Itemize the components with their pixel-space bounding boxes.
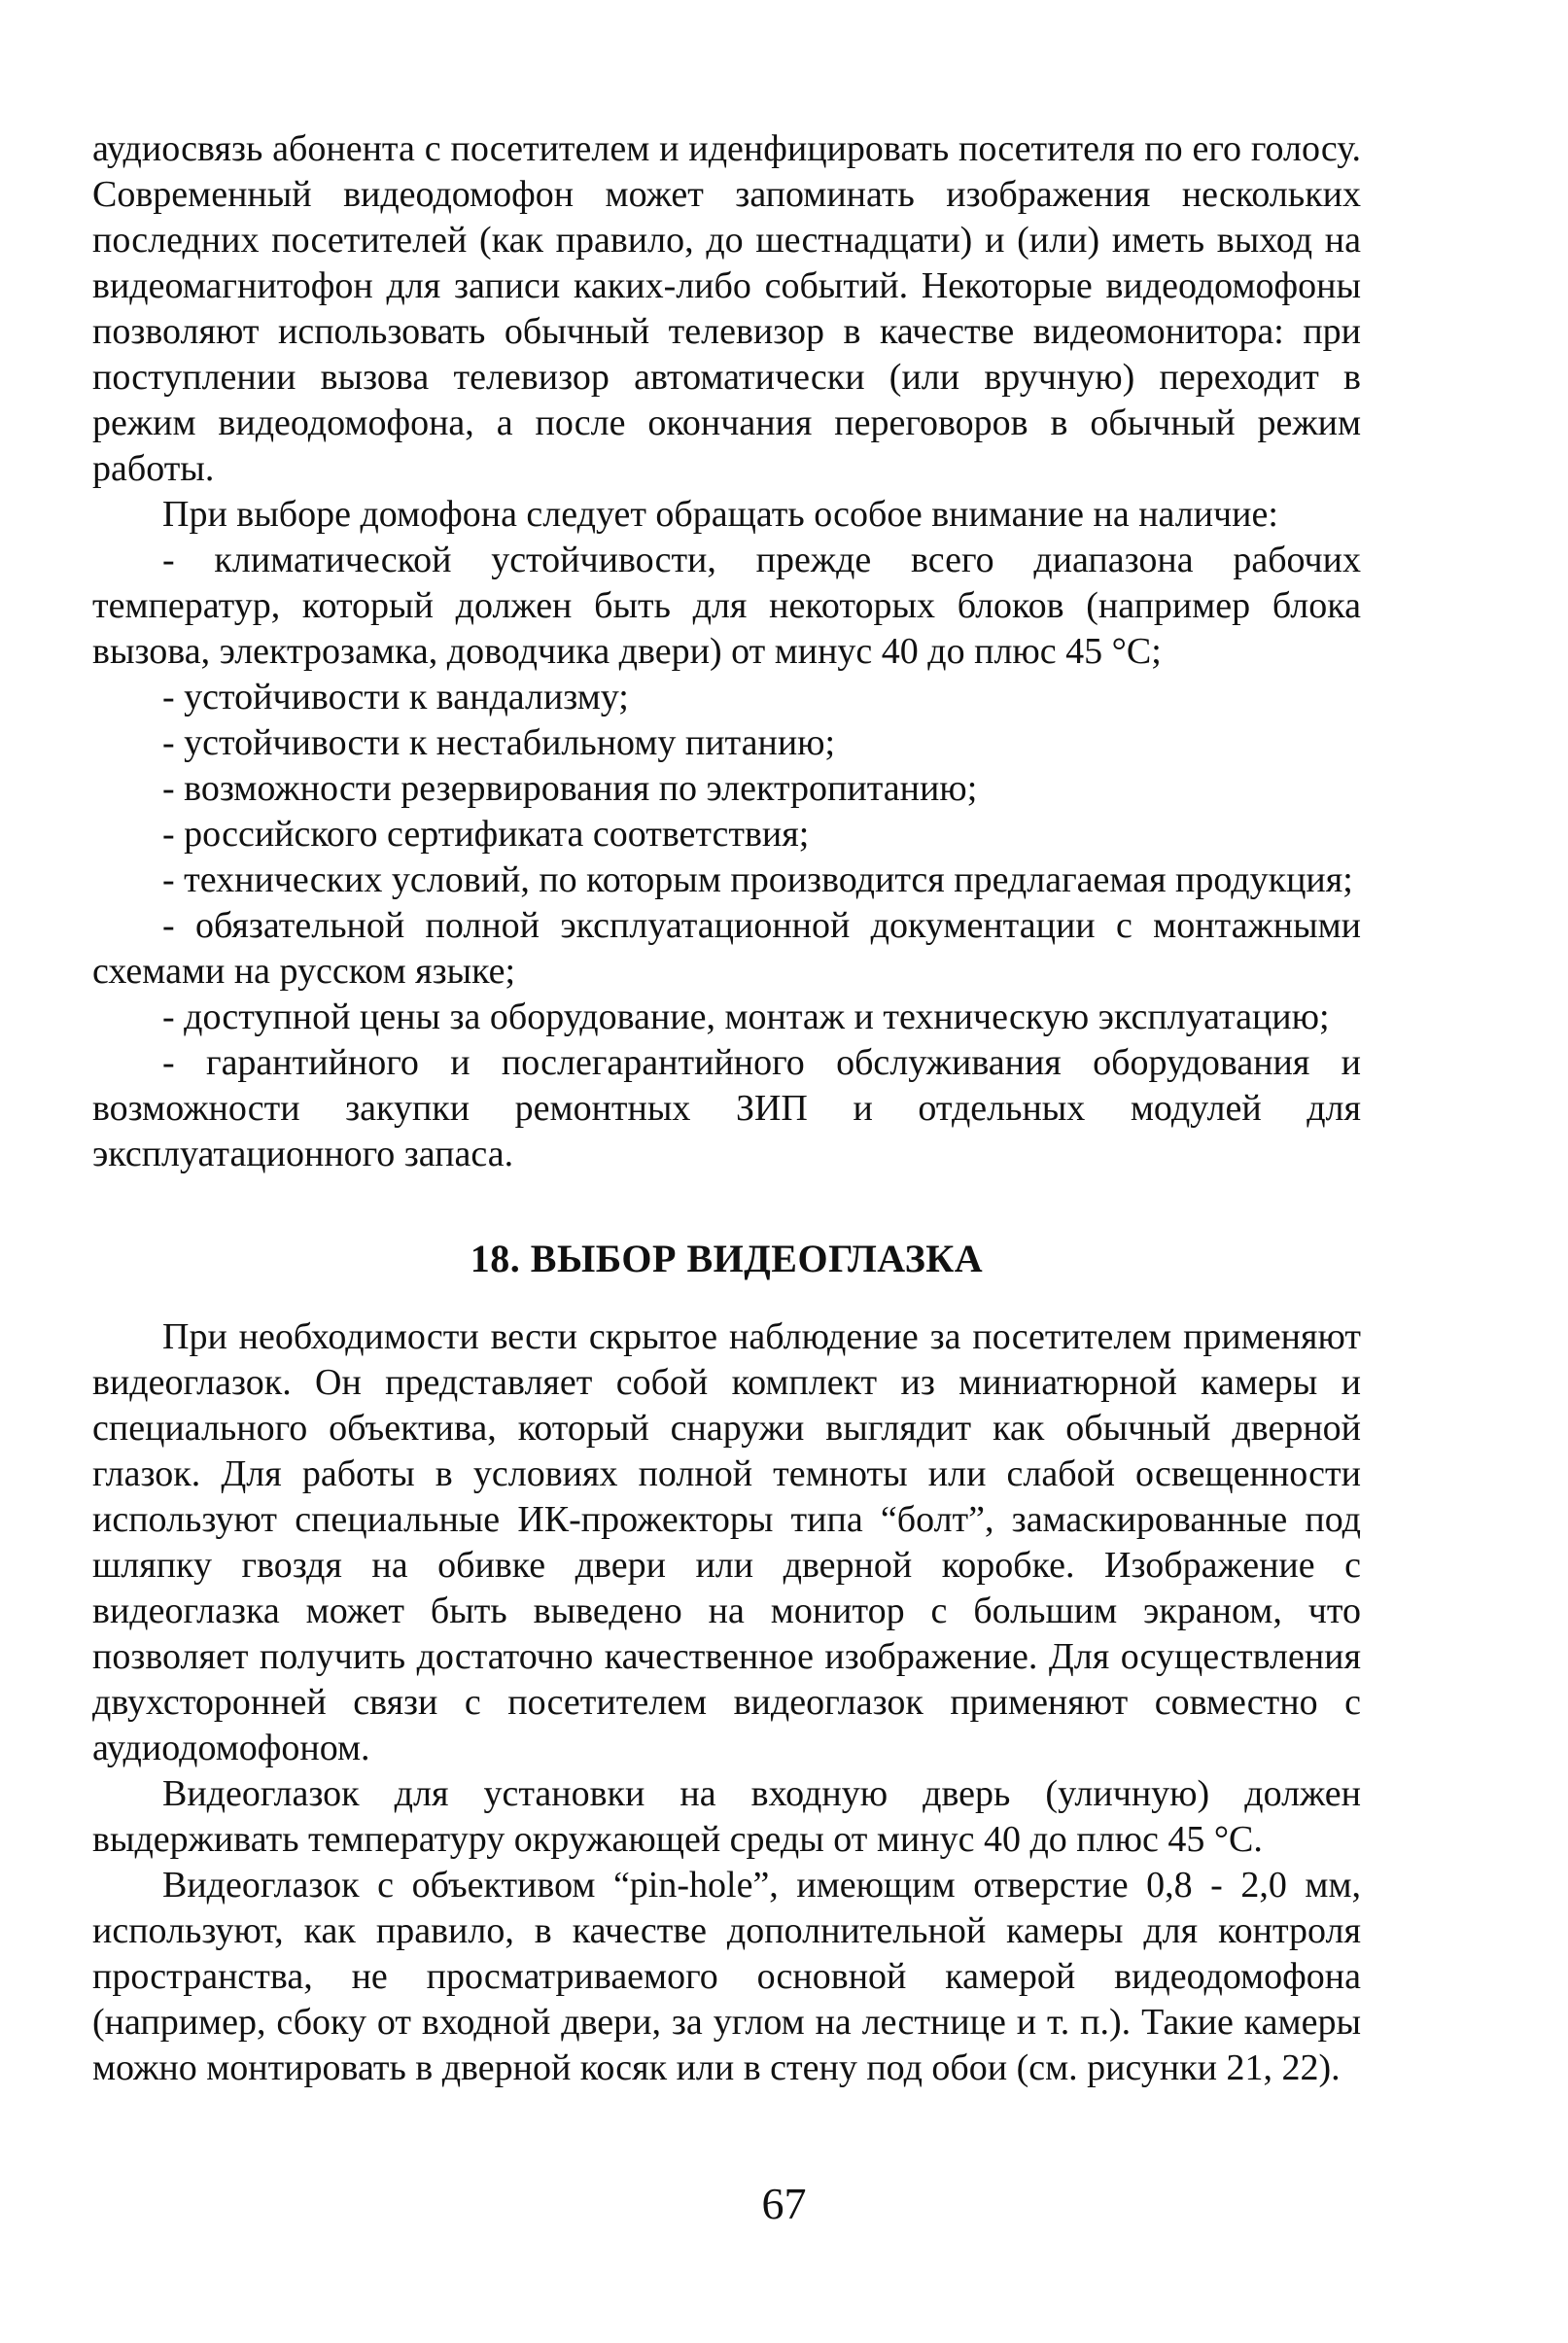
list-item: - климатической устойчивости, прежде всего диапазона рабочих температур, который должен быть для некоторых блоков (например блока вызова, электрозамка, доводчика двери) от минус 40 до плюс 45 °С; — [92, 540, 1361, 672]
list-item: - гарантийного и послегарантийного обслуживания оборудования и возможности закупки ремонтных ЗИП и отдельных модулей для эксплуатационного запаса. — [92, 1042, 1361, 1174]
list-item: - доступной цены за оборудование, монтаж и техническую эксплуатацию; — [162, 997, 1330, 1037]
list-item: - устойчивости к нестабильному питанию; — [162, 722, 836, 763]
section-intercom-choice — [92, 126, 1361, 1177]
list-item: - российского сертификата соответствия; — [162, 814, 810, 855]
section-heading: 18. ВЫБОР ВИДЕОГЛАЗКА — [470, 1237, 984, 1280]
section-video-peephole — [92, 1314, 1361, 2091]
peephole-paragraph-2: Видеоглазок для установки на входную дверь (уличную) должен выдерживать температуру окружающей среды от минус 40 до плюс 45 °С. — [92, 1773, 1361, 1860]
page-number: 67 — [761, 2179, 807, 2228]
choice-intro-paragraph: При выборе домофона следует обращать особое внимание на наличие: — [162, 494, 1278, 535]
peephole-paragraph-3: Видеоглазок с объективом “pin-hole”, имеющим отверстие 0,8 - 2,0 мм, используют, как правило, в качестве дополнительной камеры для контроля пространства, не просматриваемого основной камерой видеодомофона (например, сбоку от входной двери, за углом на лестнице и т. п.). Такие камеры можно монтировать в дверной косяк или в стену под обои (см. рисунки 21, 22). — [92, 1865, 1361, 2088]
page-content — [92, 126, 1361, 2091]
peephole-paragraph-1: При необходимости вести скрытое наблюдение за посетителем применяют видеоглазок. Он представляет собой комплект из миниатюрной камеры и специального объектива, который снаружи выглядит как обычный дверной глазок. Для работы в условиях полной темноты или слабой освещенности используют специальные ИК-прожекторы типа “болт”, замаскированные под шляпку гвоздя на обивке двери или дверной коробке. Изображение с видеоглазка может быть выведено на монитор с большим экраном, что позволяет получить достаточно качественное изображение. Для осуществления двухсторонней связи с посетителем видеоглазок применяют совместно с аудиодомофоном. — [92, 1316, 1361, 1768]
intro-paragraph: аудиосвязь абонента с посетителем и иденфицировать посетителя по его голосу. Современный видеодомофон может запоминать изображения нескольких последних посетителей (как правило, до шестнадцати) и (или) иметь выход на видеомагнитофон для записи каких-либо событий. Некоторые видеодомофоны позволяют использовать обычный телевизор в качестве видеомонитора: при поступлении вызова телевизор автоматически (или вручную) переходит в режим видеодомофона, а после окончания переговоров в обычный режим работы. — [92, 128, 1361, 489]
requirements-list — [92, 538, 1361, 1177]
list-item: - обязательной полной эксплуатационной документации с монтажными схемами на русском языке; — [92, 905, 1361, 992]
list-item: - технических условий, по которым производится предлагаемая продукция; — [162, 859, 1353, 900]
list-item: - возможности резервирования по электропитанию; — [162, 768, 978, 809]
list-item: - устойчивости к вандализму; — [162, 677, 629, 717]
